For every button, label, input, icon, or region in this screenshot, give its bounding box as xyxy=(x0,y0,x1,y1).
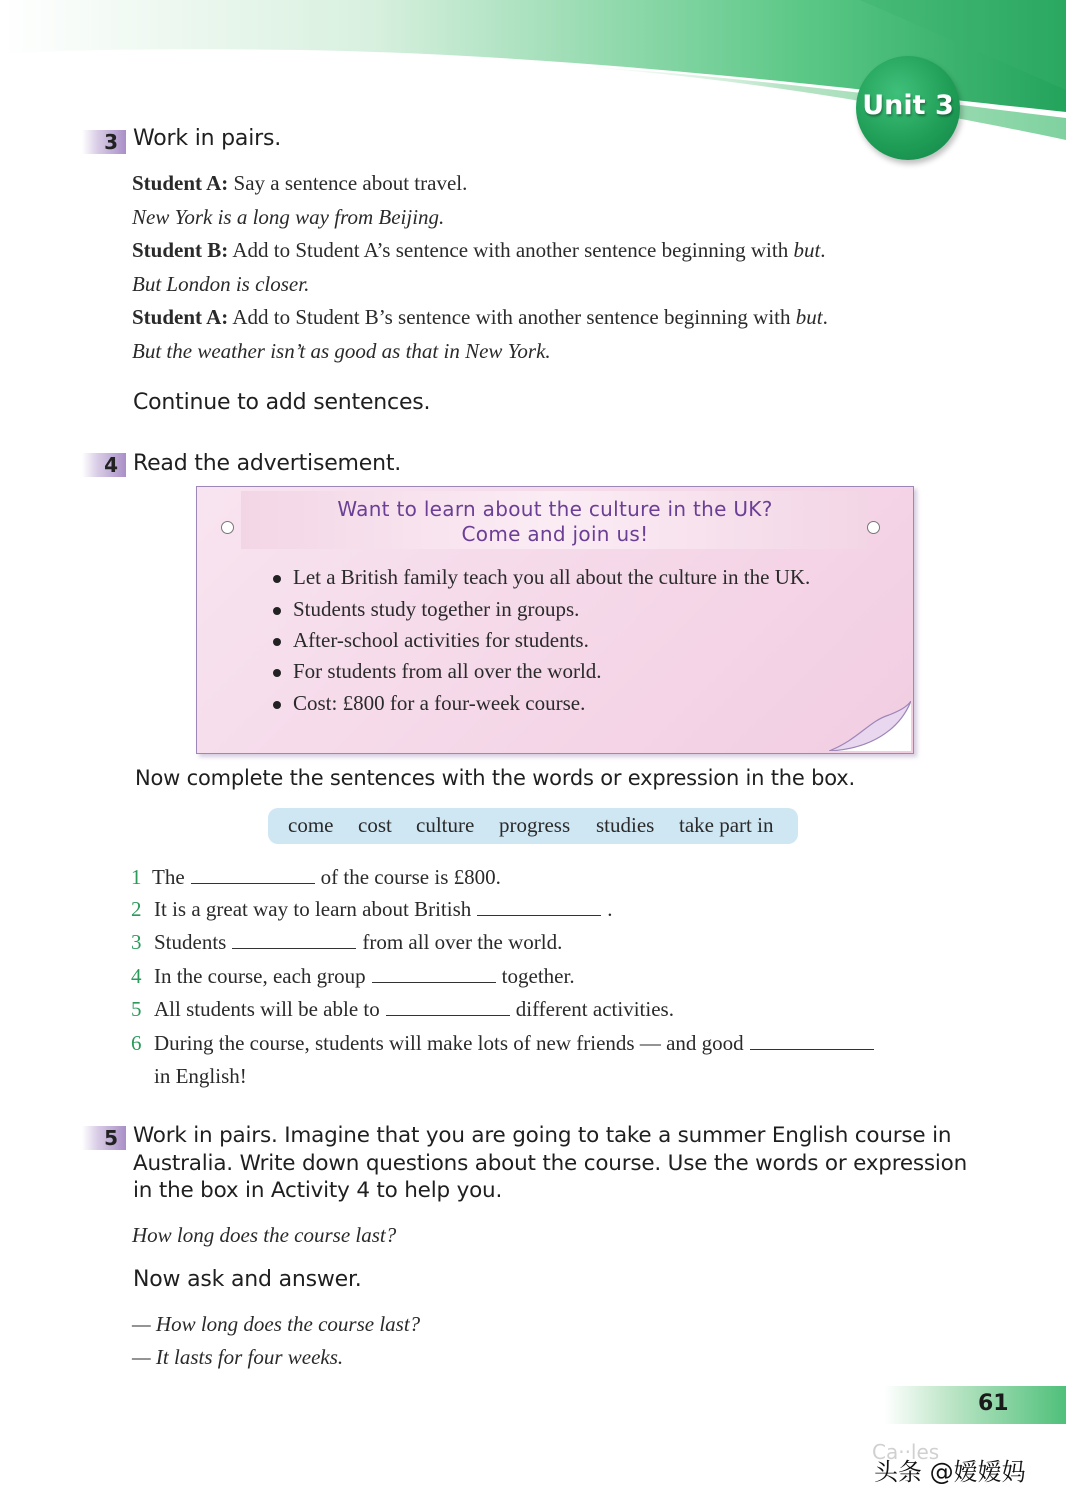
instruction-line: Student A: Add to Student B’s sentence with another sentence beginning with but. xyxy=(132,305,828,329)
answer-blank[interactable] xyxy=(232,930,356,949)
activity-5-heading-line: Work in pairs. Imagine that you are going to take a summer English course in xyxy=(133,1123,952,1148)
answer-blank[interactable] xyxy=(750,1031,874,1050)
exercise-sentence: Students from all over the world. xyxy=(154,930,563,954)
exercise-sentence: All students will be able to different activities. xyxy=(154,997,674,1021)
word-box-item: take part in xyxy=(679,813,774,837)
activity-4-heading: Read the advertisement. xyxy=(133,451,402,476)
exercise-sentence: It is a great way to learn about British . xyxy=(154,897,613,921)
exercise-number: 6 xyxy=(131,1031,142,1055)
answer-blank[interactable] xyxy=(191,865,315,884)
example-question: How long does the course last? xyxy=(132,1223,397,1247)
word-box-item: come xyxy=(288,813,334,837)
exercise-number: 2 xyxy=(131,897,142,921)
exercise-continuation: in English! xyxy=(154,1064,247,1088)
word-box-item: progress xyxy=(499,813,571,837)
unit-badge xyxy=(856,56,960,160)
answer-blank[interactable] xyxy=(477,897,601,916)
answer-blank[interactable] xyxy=(386,997,510,1016)
page-number: 61 xyxy=(978,1391,1009,1416)
word-box-item: studies xyxy=(596,813,655,837)
example-line: But London is closer. xyxy=(132,272,310,296)
unit-label: Unit 3 xyxy=(862,90,954,121)
activity-3-number: 3 xyxy=(82,130,126,154)
word-box xyxy=(268,808,798,844)
continue-instruction: Continue to add sentences. xyxy=(133,390,431,415)
complete-instruction: Now complete the sentences with the words or expression in the box. xyxy=(135,766,855,790)
word-box-item: culture xyxy=(416,813,475,837)
exercise-sentence: The of the course is £800. xyxy=(152,865,501,889)
activity-5-heading-line: Australia. Write down questions about the course. Use the words or expression xyxy=(133,1151,968,1176)
page-number-tab xyxy=(884,1386,1066,1424)
exercise-number: 4 xyxy=(131,964,142,988)
ad-title-line-2: Come and join us! xyxy=(461,522,649,546)
example-line: New York is a long way from Beijing. xyxy=(132,205,445,229)
example-line: But the weather isn’t as good as that in New York. xyxy=(132,339,551,363)
page-curl-icon xyxy=(829,701,911,751)
instruction-line: Student A: Say a sentence about travel. xyxy=(132,171,468,195)
answer-blank[interactable] xyxy=(372,964,496,983)
ask-answer-heading: Now ask and answer. xyxy=(133,1267,362,1292)
activity-4-number: 4 xyxy=(82,453,126,477)
dialogue-line: — It lasts for four weeks. xyxy=(132,1345,344,1369)
ad-title-line-1: Want to learn about the culture in the UK? xyxy=(337,497,773,521)
watermark: 头条 @嫒嫒妈 xyxy=(874,1458,1026,1486)
ad-bullet: Cost: £800 for a four-week course. xyxy=(293,691,586,715)
word-box-item: cost xyxy=(358,813,392,837)
activity-5-heading-line: in the box in Activity 4 to help you. xyxy=(133,1178,503,1203)
ad-bullet: Students study together in groups. xyxy=(293,597,580,621)
ad-bullet: For students from all over the world. xyxy=(293,659,602,683)
exercise-number: 5 xyxy=(131,997,142,1021)
ad-bullet: Let a British family teach you all about the culture in the UK. xyxy=(293,565,811,589)
instruction-line: Student B: Add to Student A’s sentence with another sentence beginning with but. xyxy=(132,238,826,262)
advertisement xyxy=(196,486,914,754)
exercise-sentence: During the course, students will make lots of new friends — and good xyxy=(154,1031,880,1056)
exercise-sentence: In the course, each group together. xyxy=(154,964,575,988)
exercise-number: 1 xyxy=(131,865,142,889)
ad-bullet: After-school activities for students. xyxy=(293,628,589,652)
activity-5-number: 5 xyxy=(82,1126,126,1150)
watermark-faint: Ca··les xyxy=(872,1440,940,1464)
activity-3-heading: Work in pairs. xyxy=(133,126,282,151)
dialogue-line: — How long does the course last? xyxy=(132,1312,421,1336)
exercise-number: 3 xyxy=(131,930,142,954)
